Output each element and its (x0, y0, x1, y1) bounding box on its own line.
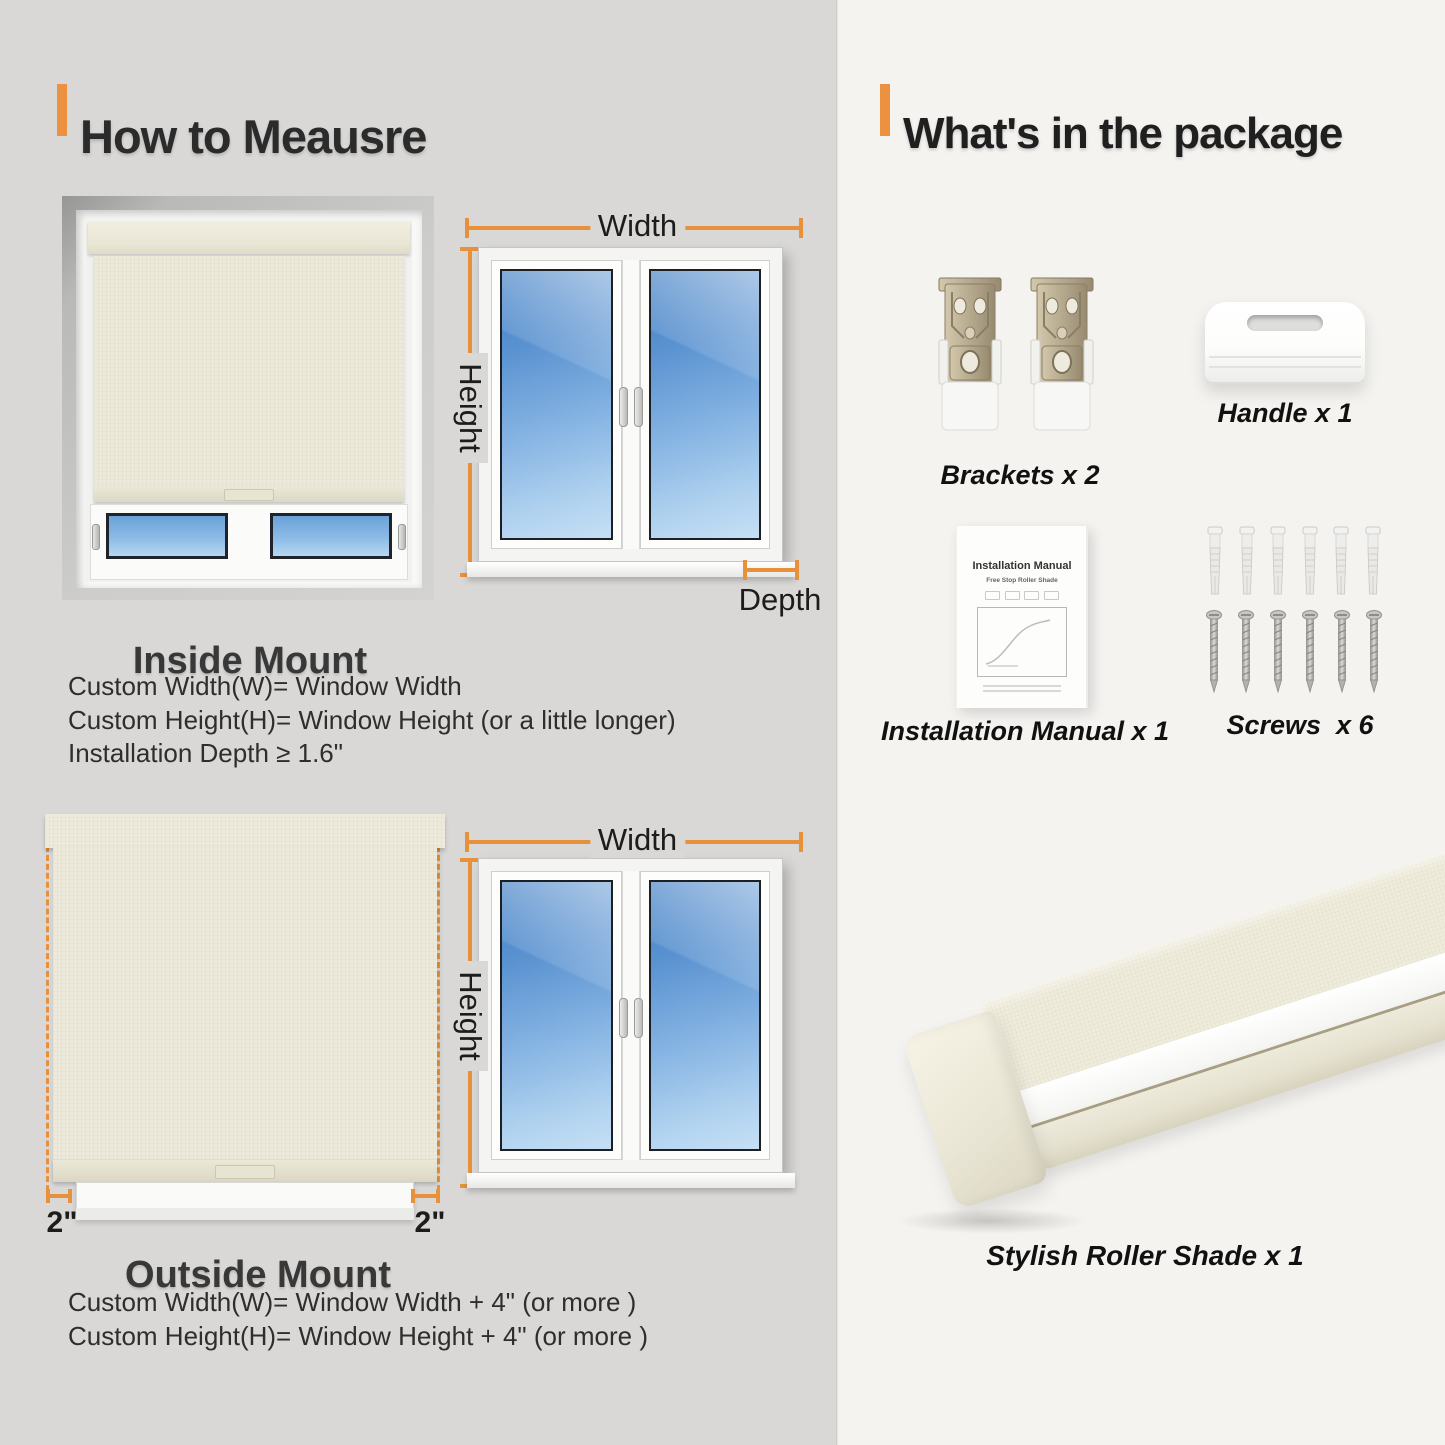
window-mullion (622, 871, 640, 1160)
window-mullion (622, 260, 640, 549)
window-handle (92, 524, 100, 550)
window-illustration (478, 247, 783, 562)
panel-divider (836, 0, 838, 1445)
manual-label: Installation Manual x 1 (880, 716, 1170, 746)
window-handle (634, 998, 643, 1038)
instruction-line: Installation Depth ≥ 1.6" (68, 738, 343, 768)
window-sash-left (491, 260, 622, 549)
page-title-right: What's in the package (903, 109, 1343, 159)
roller-shade-photo (899, 788, 1445, 1219)
brackets-label: Brackets x 2 (940, 460, 1100, 490)
window-glass (500, 269, 613, 540)
wall-anchors-icons (1206, 526, 1382, 600)
window-handle (634, 387, 643, 427)
window-sill (467, 1173, 795, 1188)
shade-label: Stylish Roller Shade x 1 (986, 1240, 1304, 1271)
overhang-label-right: 2" (414, 1206, 446, 1239)
shade-bottom-bar (53, 1160, 437, 1182)
window-handle (619, 387, 628, 427)
window-glass (500, 880, 613, 1151)
manual-cover-footer (983, 685, 1061, 692)
window-sash-right (640, 871, 771, 1160)
overhang-guide-left (46, 846, 49, 1200)
manual-cover-title: Installation Manual (972, 560, 1072, 572)
measure-window-inside (455, 202, 820, 622)
bracket-icon (938, 276, 1002, 439)
handle-slot (1247, 315, 1323, 331)
page-title-left: How to Meausre (80, 110, 427, 164)
window-cavity (86, 220, 412, 582)
overhang-guide-right (437, 846, 440, 1200)
depth-arrow (743, 568, 799, 572)
shade-handle-tab (224, 489, 274, 501)
window-glass (106, 513, 228, 559)
shade-fabric (94, 256, 404, 486)
manual-cover-diagram (977, 607, 1067, 677)
width-label: Width (590, 208, 685, 244)
shade-drop-shadow (897, 1208, 1087, 1234)
accent-bar (880, 84, 890, 136)
manual-cover-icons (985, 591, 1059, 599)
measure-window-outside (455, 820, 820, 1235)
window-handle (619, 998, 628, 1038)
height-label: Height (452, 961, 488, 1071)
outside-mount-heading: Outside Mount (125, 1253, 391, 1296)
width-label: Width (590, 822, 685, 858)
window-lower-part (90, 504, 408, 580)
inside-mount-heading: Inside Mount (132, 639, 368, 682)
handle-label: Handle x 1 (1217, 398, 1353, 428)
inside-mount-figure (62, 196, 434, 600)
outside-mount-figure (40, 800, 460, 1260)
installation-manual-icon (956, 526, 1088, 708)
shade-cassette (88, 222, 410, 254)
window-glass (270, 513, 392, 559)
overhang-arrow-right (411, 1194, 440, 1198)
window-sash-left (491, 871, 622, 1160)
shade-fabric (53, 848, 437, 1160)
screws-icons (1206, 610, 1382, 694)
window-frame-peek (76, 1182, 414, 1220)
screws-label: Screws x 6 (1226, 710, 1374, 740)
handle-icon (1205, 302, 1365, 384)
manual-cover-subtitle: Free Stop Roller Shade (986, 577, 1058, 584)
accent-bar (57, 84, 67, 136)
window-glass (649, 269, 762, 540)
package-contents-panel (837, 0, 1445, 1445)
window-sash-right (640, 260, 771, 549)
instruction-line: Custom Height(H)= Window Height (or a little longer) (68, 704, 676, 735)
window-illustration (478, 858, 783, 1173)
depth-label: Depth (738, 582, 822, 617)
shade-bottom-bar (94, 486, 404, 502)
outside-mount-instructions (68, 1286, 648, 1353)
window-handle (398, 524, 406, 550)
overhang-label-left: 2" (46, 1206, 78, 1239)
instruction-line: Custom Height(H)= Window Height + 4" (or more ) (68, 1320, 648, 1351)
bracket-icon (1030, 276, 1094, 439)
instruction-line: Custom Width(W)= Window Width + 4" (or more ) (68, 1287, 637, 1317)
shade-handle-tab (215, 1165, 275, 1179)
overhang-arrow-left (46, 1194, 72, 1198)
window-recess (76, 210, 422, 588)
window-glass (649, 880, 762, 1151)
handle-ridges (1209, 356, 1361, 368)
instruction-line: Custom Width(W)= Window Width (68, 671, 462, 701)
height-label: Height (452, 353, 488, 463)
shade-cassette (45, 814, 445, 848)
inside-mount-instructions (68, 670, 676, 771)
